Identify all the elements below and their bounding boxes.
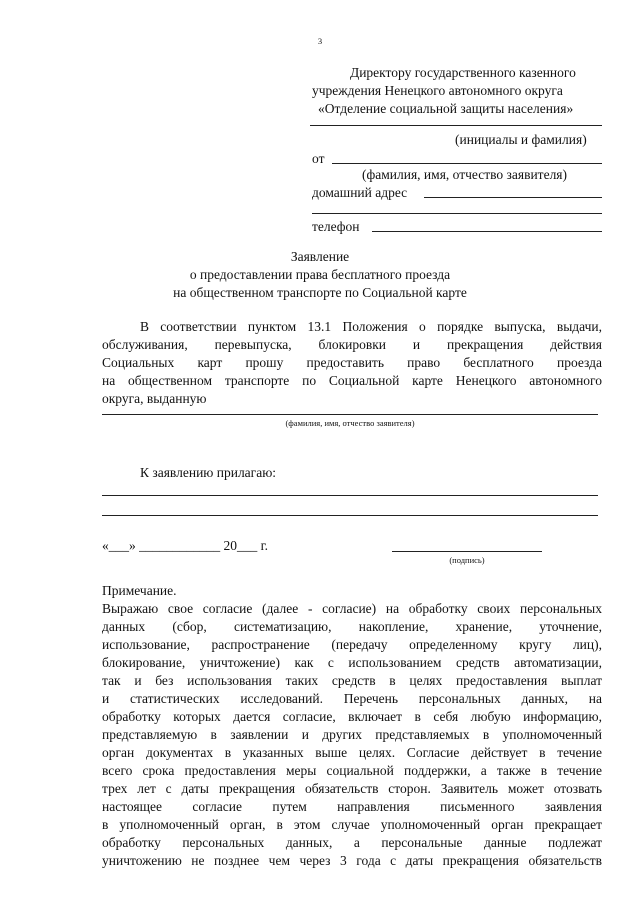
note-line: обработку персональных данных, а персональные данные подлежат <box>102 835 602 850</box>
body-line: В соответствии пунктом 13.1 Положения о порядке выпуска, выдачи, <box>140 319 602 334</box>
note-title: Примечание. <box>102 583 177 598</box>
signature-line[interactable] <box>392 551 542 552</box>
date-year-suffix: г. <box>260 538 269 553</box>
page-number: 3 <box>317 36 323 46</box>
document-title: Заявление <box>290 249 350 264</box>
body-line: обслуживания, перевыпуска, блокировки и прекращения действия <box>102 337 602 352</box>
body-line: Социальных карт прошу предоставить право бесплатного проезда <box>102 355 602 370</box>
home-address-line[interactable] <box>424 197 602 198</box>
document-subtitle-line-1: о предоставлении права бесплатного проезда <box>189 267 451 282</box>
note-line: данных (сбор, систематизацию, накопление, хранение, уточнение, <box>102 619 602 634</box>
note-line: так и без использования таких средств в целях предоставления выплат <box>102 673 602 688</box>
from-line[interactable] <box>332 163 602 164</box>
issued-to-caption: (фамилия, имя, отчество заявителя) <box>285 418 415 428</box>
note-line: представляемую в заявлении и других представляемых в уполномоченный <box>102 727 602 742</box>
date-year-prefix: 20 <box>223 538 237 553</box>
note-line: и статистических исследований. Перечень персональных данных, на <box>102 691 602 706</box>
note-line: использование, распространение (передачу определенному кругу лиц), <box>102 637 602 652</box>
date-month-blank[interactable]: ____________ <box>139 538 221 553</box>
date-close-quote: » <box>129 538 136 553</box>
initials-caption: (инициалы и фамилия) <box>455 132 587 147</box>
date-day-blank[interactable]: ___ <box>108 538 129 553</box>
date-open-quote: « <box>102 538 109 553</box>
addressee-line-3: «Отделение социальной защиты населения» <box>318 101 574 116</box>
attachments-line-1[interactable] <box>102 495 598 496</box>
note-line: орган документах в указанных выше целях. Согласие действует в течение <box>102 745 602 760</box>
applicant-fio-caption: (фамилия, имя, отчество заявителя) <box>362 167 568 182</box>
phone-label: телефон <box>312 219 360 234</box>
date-year-blank[interactable]: ___ <box>237 538 258 553</box>
document-subtitle-line-2: на общественном транспорте по Социальной карте <box>173 285 467 300</box>
note-line: уничтожению не позднее чем через 3 года с даты прекращения обязательств <box>102 853 602 868</box>
home-address-line-2[interactable] <box>312 213 602 214</box>
attachments-label: К заявлению прилагаю: <box>140 465 277 480</box>
note-line: всего срока предоставления меры социальной поддержки, а также в течение <box>102 763 602 778</box>
from-label: от <box>312 151 325 166</box>
attachments-line-2[interactable] <box>102 515 598 516</box>
addressee-line-1: Директору государственного казенного <box>350 65 576 80</box>
body-line: округа, выданную <box>102 391 207 406</box>
initials-line[interactable] <box>310 125 602 126</box>
note-line: настоящее согласие путем направления письменного заявления <box>102 799 602 814</box>
issued-to-line[interactable] <box>102 414 598 415</box>
note-line: обработку которых дается согласие, включает в себя любую информацию, <box>102 709 602 724</box>
body-line: на общественном транспорте по Социальной карте Ненецкого автономного <box>102 373 602 388</box>
signature-caption: (подпись) <box>449 555 485 565</box>
phone-line[interactable] <box>372 231 602 232</box>
date-field[interactable] <box>102 537 268 555</box>
note-line: Выражаю свое согласие (далее - согласие) на обработку своих персональных <box>102 601 602 616</box>
home-address-label: домашний адрес <box>312 185 408 200</box>
note-line: трех лет с даты прекращения обязательств сторон. Заявитель может отозвать <box>102 781 602 796</box>
note-line: в уполномоченный орган, в этом случае уполномоченный орган прекращает <box>102 817 602 832</box>
note-line: блокирование, уничтожение) как с использованием средств автоматизации, <box>102 655 602 670</box>
addressee-line-2: учреждения Ненецкого автономного округа <box>312 83 563 98</box>
